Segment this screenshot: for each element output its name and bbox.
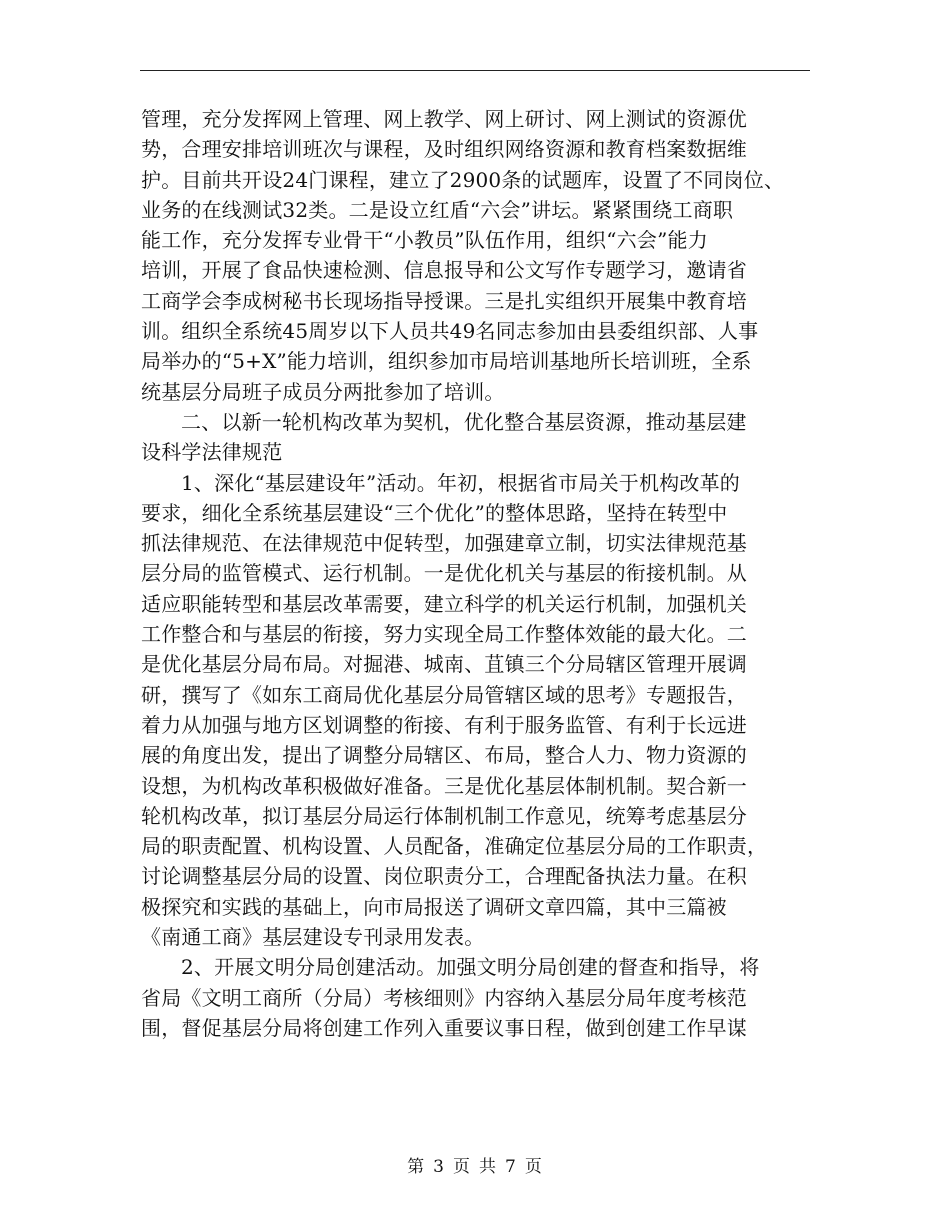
text-line: 能工作，充分发挥专业骨干“小教员”队伍作用，组织“六会”能力 [141, 228, 708, 253]
footer-page-word: 页 [453, 1157, 471, 1177]
footer-prefix: 第 [407, 1157, 426, 1177]
text-line: 设科学法律规范 [141, 440, 283, 465]
text-line: 局举办的“5+X”能力培训，组织参加市局培训基地所长培训班，全系 [141, 349, 752, 374]
footer-suffix: 页 [524, 1157, 543, 1177]
header-rule [140, 70, 810, 71]
text-line: 围，督促基层分局将创建工作列入重要议事日程，做到创建工作早谋 [141, 1015, 747, 1040]
text-line: 研，撰写了《如东工商局优化基层分局管辖区域的思考》专题报告， [141, 682, 747, 707]
text-line: 讨论调整基层分局的设置、岗位职责分工，合理配备执法力量。在积 [141, 864, 747, 889]
text-line: 工作整合和与基层的衔接，努力实现全局工作整体效能的最大化。二 [141, 622, 747, 647]
text-line: 业务的在线测试32类。二是设立红盾“六会”讲坛。紧紧围绕工商职 [141, 197, 734, 222]
text-line: 护。目前共开设24门课程，建立了2900条的试题库，设置了不同岗位、 [141, 167, 785, 192]
footer-total-word: 共 [479, 1157, 497, 1177]
text-line: 二、以新一轮机构改革为契机，优化整合基层资源，推动基层建 [181, 409, 747, 434]
text-line: 层分局的监管模式、运行机制。一是优化机关与基层的衔接机制。从 [141, 561, 747, 586]
text-line: 设想，为机构改革积极做好准备。三是优化基层体制机制。契合新一 [141, 773, 747, 798]
text-line: 2、开展文明分局创建活动。加强文明分局创建的督查和指导，将 [181, 955, 760, 980]
text-line: 极探究和实践的基础上，向市局报送了调研文章四篇，其中三篇被 [141, 894, 727, 919]
text-line: 培训，开展了食品快速检测、信息报导和公文写作专题学习，邀请省 [141, 258, 747, 283]
text-line: 1、深化“基层建设年”活动。年初，根据省市局关于机构改革的 [181, 470, 740, 495]
text-line: 着力从加强与地方区划调整的衔接、有利于服务监管、有利于长远进 [141, 712, 747, 737]
page-footer [0, 1152, 950, 1177]
text-line: 抓法律规范、在法律规范中促转型，加强建章立制，切实法律规范基 [141, 531, 747, 556]
text-line: 管理，充分发挥网上管理、网上教学、网上研讨、网上测试的资源优 [141, 107, 747, 131]
text-line: 局的职责配置、机构设置、人员配备，准确定位基层分局的工作职责， [141, 834, 768, 859]
text-line: 《南通工商》基层建设专刊录用发表。 [141, 925, 485, 950]
text-line: 统基层分局班子成员分两批参加了培训。 [141, 379, 505, 404]
text-line: 要求，细化全系统基层建设“三个优化”的整体思路，坚持在转型中 [141, 500, 728, 525]
text-line: 工商学会李成树秘书长现场指导授课。三是扎实组织开展集中教育培 [141, 288, 747, 313]
text-line: 训。组织全系统45周岁以下人员共49名同志参加由县委组织部、人事 [141, 319, 759, 344]
document-body [141, 104, 813, 1043]
text-line: 是优化基层分局布局。对掘港、城南、苴镇三个分局辖区管理开展调 [141, 652, 747, 677]
text-line: 适应职能转型和基层改革需要，建立科学的机关运行机制，加强机关 [141, 591, 747, 616]
text-line: 势，合理安排培训班次与课程，及时组织网络资源和教育档案数据维 [141, 137, 747, 162]
footer-page-number: 3 [433, 1157, 445, 1177]
footer-total-pages: 7 [505, 1157, 517, 1177]
text-line: 轮机构改革，拟订基层分局运行体制机制工作意见，统筹考虑基层分 [141, 803, 747, 828]
text-line: 省局《文明工商所（分局）考核细则》内容纳入基层分局年度考核范 [141, 985, 747, 1010]
text-line: 展的角度出发，提出了调整分局辖区、布局，整合人力、物力资源的 [141, 743, 747, 768]
